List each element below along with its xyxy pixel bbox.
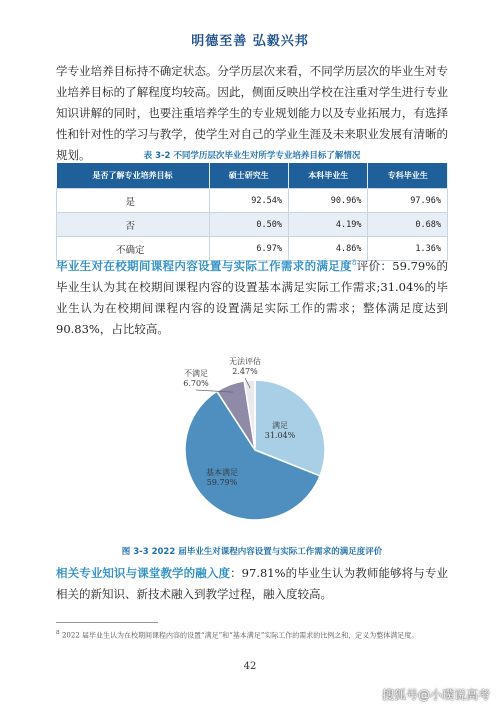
table-cell: 不确定 [57, 237, 210, 261]
pie-value-label: 6.70% [183, 379, 209, 388]
table-cell: 92.54% [209, 189, 288, 213]
table-header-cell: 本科毕业生 [289, 163, 368, 189]
footnote-number: 8 [56, 630, 60, 636]
table-row [57, 213, 448, 237]
table-cell: 97.96% [368, 189, 448, 213]
table-header-row [57, 163, 448, 189]
pie-value-label: 59.79% [206, 478, 238, 487]
table-cell: 4.19% [289, 213, 368, 237]
table-cell: 否 [57, 213, 210, 237]
watermark: 搜狐号@小璞说高考 [381, 688, 490, 702]
paragraph-2 [56, 253, 448, 340]
footnote-mark: 8 [351, 259, 357, 267]
table-caption: 表 3-2 不同学历层次毕业生对所学专业培养目标了解情况 [143, 151, 361, 161]
footnote [56, 628, 448, 641]
page-header: 明德至善 弘毅兴邦 [191, 34, 309, 49]
table-cell: 0.50% [209, 213, 288, 237]
paragraph-3-text: ：97.81%的毕业生认为教师能够将与专业相关的新知识、新技术融入到教学过程，融入度较高。 [56, 566, 448, 601]
pie-label: 基本满足 [206, 468, 238, 477]
footnote-divider [56, 622, 158, 623]
pie-value-label: 2.47% [232, 367, 258, 376]
footnote-text: 2022 届毕业生认为在校期间课程内容的设置“满足”和“基本满足”实际工作的需求的比例之和，定义为整体满足度。 [61, 631, 419, 640]
paragraph-2-highlight: 毕业生对在校期间课程内容设置与实际工作需求的满足度 [56, 258, 352, 273]
table-row [57, 189, 448, 213]
table-cell: 6.97% [209, 237, 288, 261]
table-header-cell: 硕士研究生 [209, 163, 288, 189]
table-cell: 1.36% [368, 237, 448, 261]
pie-label: 不满足 [184, 369, 208, 378]
pie-slices [185, 380, 325, 520]
pie-chart [160, 350, 350, 535]
page-number: 42 [243, 661, 257, 672]
data-table [56, 163, 448, 261]
pie-label: 无法评估 [229, 357, 261, 366]
paragraph-3-highlight: 相关专业知识与课堂教学的融入度 [56, 566, 231, 580]
pie-value-label: 31.04% [264, 431, 296, 440]
pie-label: 满足 [272, 421, 288, 430]
table-cell: 90.96% [289, 189, 368, 213]
table-cell: 0.68% [368, 213, 448, 237]
paragraph-3 [56, 563, 448, 605]
paragraph-2-text: 评价：59.79%的毕业生认为其在校期间课程内容的设置基本满足实际工作需求;31.04%的毕业生认为在校期间课程内容的设置满足实际工作的需求；整体满足度达到 90.83%，占比较高。 [56, 258, 448, 336]
table-cell: 是 [57, 189, 210, 213]
chart-caption: 图 3-3 2022 届毕业生对课程内容设置与实际工作需求的满足度评价 [121, 547, 383, 557]
table-cell: 4.86% [289, 237, 368, 261]
table-header-cell: 专科毕业生 [368, 163, 448, 189]
table-header-cell: 是否了解专业培养目标 [57, 163, 210, 189]
paragraph-1: 学专业培养目标持不确定状态。分学历层次来看，不同学历层次的毕业生对专业培养目标的了解程度均较高。因此，侧面反映出学校在注重对学生进行专业知识讲解的同时，也要注重培养学生的专业规划能力以及专业拓展力，有选择性和针对性的学习与教学，使学生对自己的学业生涯及未来职业发展有清晰的规划。 [56, 64, 448, 162]
